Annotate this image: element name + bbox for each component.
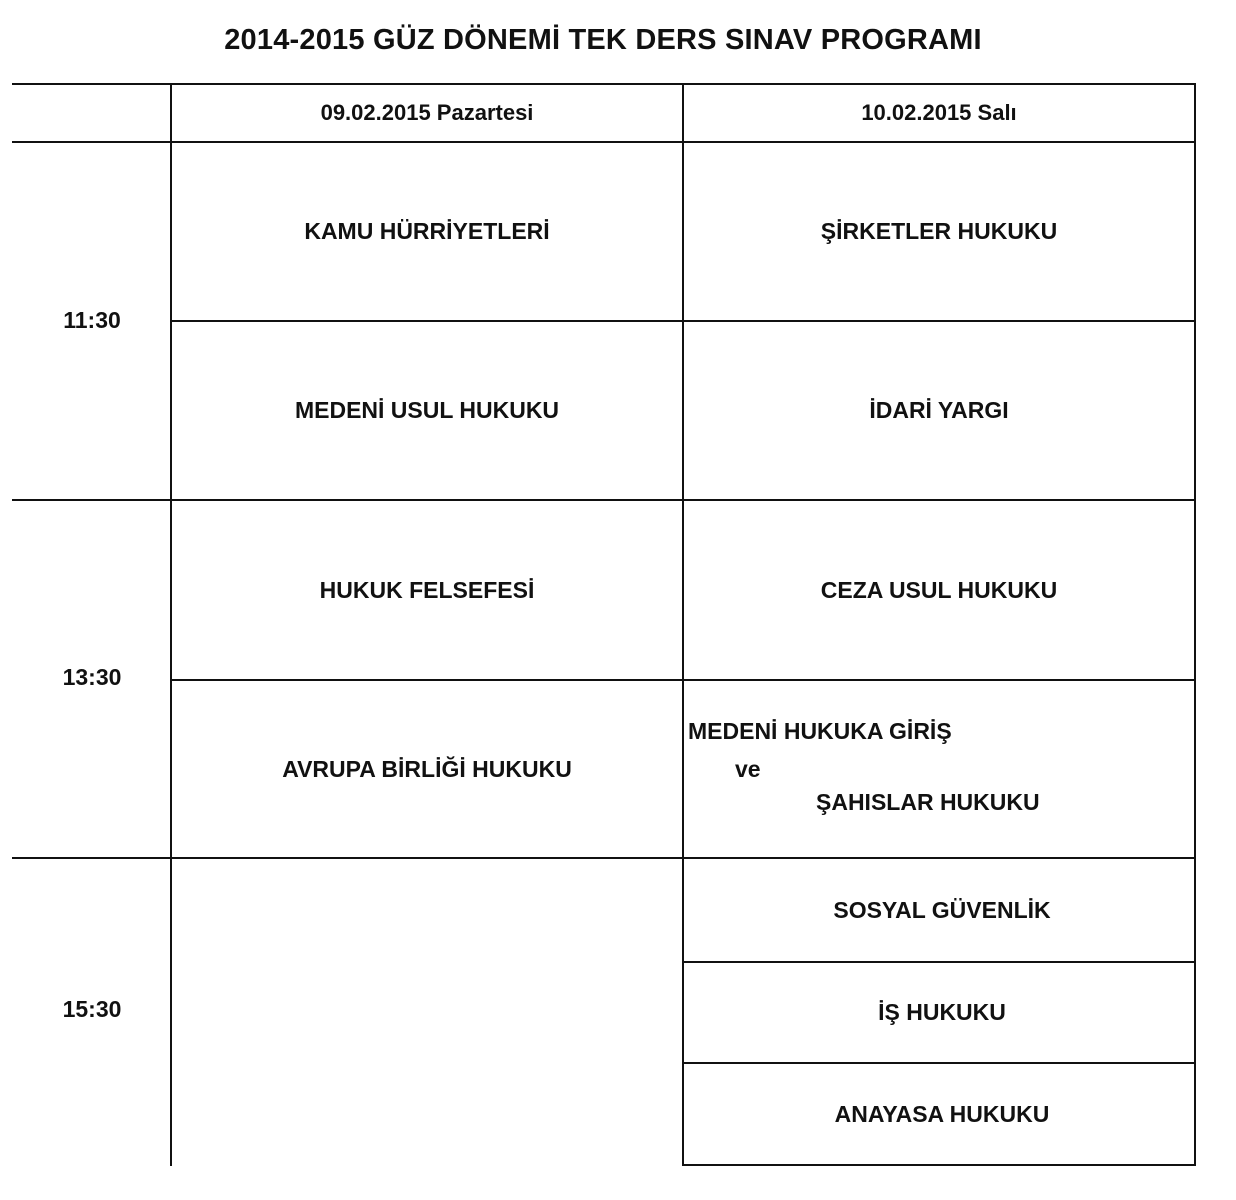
header-day1: 09.02.2015 Pazartesi — [320, 100, 534, 125]
exam-line: ŞAHISLAR HUKUKU — [816, 789, 1040, 815]
table-border-bottom — [683, 1164, 1196, 1166]
page-title: 2014-2015 GÜZ DÖNEMİ TEK DERS SINAV PROGRAMI — [224, 24, 982, 56]
exam-cell: AVRUPA BİRLİĞİ HUKUKU — [282, 755, 572, 782]
header-day2: 10.02.2015 Salı — [861, 100, 1017, 125]
exam-cell: ANAYASA HUKUKU — [834, 1100, 1050, 1127]
exam-line: MEDENİ HUKUKA GİRİŞ — [688, 718, 952, 744]
exam-line-connector: ve — [735, 756, 761, 782]
exam-cell: HUKUK FELSEFESİ — [319, 576, 535, 603]
time-slot-1530: 15:30 — [62, 996, 122, 1022]
exam-cell: İDARİ YARGI — [869, 397, 1009, 423]
exam-cell: ŞİRKETLER HUKUKU — [820, 218, 1058, 244]
exam-cell: İŞ HUKUKU — [878, 999, 1006, 1025]
time-slot-1130: 11:30 — [63, 307, 121, 333]
exam-cell: KAMU HÜRRİYETLERİ — [304, 218, 550, 244]
exam-cell: SOSYAL GÜVENLİK — [833, 896, 1051, 923]
exam-cell: MEDENİ USUL HUKUKU — [294, 397, 560, 423]
exam-cell: CEZA USUL HUKUKU — [820, 576, 1058, 603]
time-slot-1330: 13:30 — [62, 664, 122, 690]
